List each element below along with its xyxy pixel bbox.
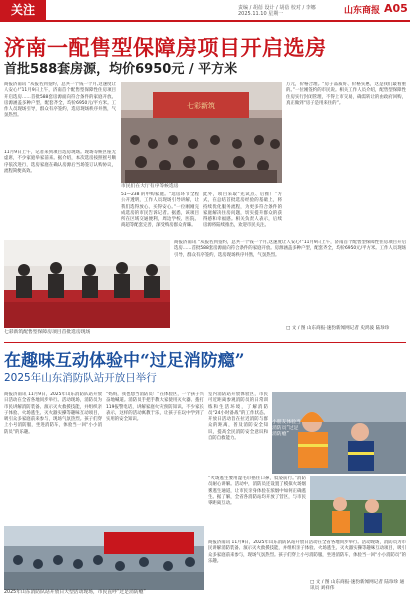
story1-headline: 济南一配售型保障房项目开启选房	[4, 35, 327, 60]
section-tag: 关注	[0, 0, 46, 20]
page-number: A05	[384, 2, 408, 15]
svg-text:七彩新筑: 七彩新筑	[187, 102, 215, 110]
issue-date: 2025.11.10 星期一	[238, 11, 284, 17]
story2-column-5: 商报济南讯 11月9日，2025年山东消防队站开放日活动在全省各地同步举行。活动现场，消防员为市民讲解消防装备、演示灭火救援技能，并组织亲子体验、火场逃生、灭火器实操等趣味互动项目，吸引众多家庭前来参与，现场气氛热烈。孩子们穿上小号消防服，坐进消防车，体验当一回“小小消防员”的乐趣。	[208, 540, 406, 564]
story2-photo-event	[4, 526, 204, 590]
newspaper-brand: 山东商报	[344, 6, 381, 16]
story1-column-6: 商报济南讯 “从报名到签约，总共一个钱一个月,这速度让人安心!”11月9日上午，济南首个配售型保障性住房项目开启选房……首批588套房源面向符合条件的家庭开放。房源涵盖多种户型，配套齐全，均价6950元/平方米。工作人员现场引导，群众有序签约，选房现场秩序井然，气氛热烈。	[174, 240, 406, 258]
story1-photo-signing-caption: 七彩新筑配售型保障房项目首批选房现场	[4, 330, 91, 335]
story1-photo-hall-caption: 市民们在大厅有序等候选房	[121, 184, 179, 189]
story1-column-4: 此外，项目采取“先试点、后推广”方式，在总结首批选房经验的基础上，将持续优化服务流程，为更多符合条件的家庭解决住房问题，切实提升群众的获得感和幸福感。相关负责人表示，后续房源将陆续推出，欢迎市民关注。	[203, 192, 282, 229]
story2-byline: □ 文 / 图 山东商报·速豹新闻网记者 陆珍珍 通讯员 刘祥伟	[310, 580, 405, 591]
story2-subhead: 2025年山东消防队站开放日举行	[4, 372, 157, 384]
story1-column-3: 51—238 的申购家庭。“选房环节全程公开透明，工作人员现场引导讲解，让我们选得放心、买得安心。”一位刚刚完成选房的市民告诉记者。据悉，该项目所在区域交通便利，周边学校、医院、商超等配套完善，深受购房群众青睐。	[121, 192, 199, 229]
story2-photo-kids	[310, 476, 406, 536]
story2-column-4: “火场逃生要用湿毛巾捂住口鼻，低姿前行。”消防员耐心讲解。活动中，消防员还设置了模拟火场烟雾逃生通道，让市民亲身体验在浓烟中如何正确逃生。据了解，全省各消防站均开放了营区，与市民零距离互动。	[208, 476, 306, 507]
story2-column-3: 室内消防站开放体验区，市民可近距离参观消防员的日常训练和生活环境，了解消防员“24小时备战”的工作状态。开放日活动旨在拉近消防与群众的距离，普及消防安全知识，提高全民消防安全意识和自防自救能力。	[208, 392, 268, 442]
story1-column-1: 商报济南讯 “从报名到签约，总共一个钱一个月,这速度让人安心!”11月9日上午，济南首个配售型保障性住房项目开启选房……首批588套房源面向符合条件的家庭开放。房源涵盖多种户型，配套齐全，均价6950元/平方米。工作人员现场引导，群众有序签约，选房现场秩序井然，气氛热烈。	[4, 82, 116, 119]
story2-column-1: 商报济南讯 11月9日，2025年山东消防队站开放日活动在全省各地同步举行。活动现场，消防员为市民讲解消防装备、演示灭火救援技能，并组织亲子体验、火场逃生、灭火器实操等趣味互动项目，吸引众多家庭前来参与，现场气氛热烈。孩子们穿上小号消防服，坐进消防车，体验当一回“小小消防员”的乐趣。	[4, 392, 102, 435]
page-header	[0, 0, 410, 22]
section-divider	[4, 342, 406, 343]
story1-photo-hall	[121, 82, 282, 183]
editor-meta: 责编 / 胡蓓 设计 / 胡蓓 校对 / 李娜	[238, 5, 316, 11]
story1-photo-signing	[4, 240, 170, 328]
story1-byline: □ 文 / 图 山东商报·速豹新闻网记者 史鸿波 陆珍珍	[286, 326, 390, 331]
story1-subhead: 首批588套房源，均价6950元 / 平方米	[4, 62, 238, 77]
story2-headline: 在趣味互动体验中“过足消防瘾”	[4, 351, 245, 371]
story1-column-5: 万元，价格合理。“房子品质好、价格实惠，这是我们最看重的。”一位刚签约的市民说。相关工作人员介绍，配售型保障性住房实行封闭管理，不得上市交易，确需转让的由政府回购，真正做到“房子是用来住的”。	[286, 82, 406, 106]
story2-photo-firefighter-caption: 小朋友体验当消防员“过足消防瘾”	[272, 420, 301, 437]
story1-column-2: 11月9日上午，记者来到项目选房现场。现场等候区座无虚席，不少家庭举家前来。据介绍，本次选房按照摇号顺序依次进行，选房家庭在确认房源后当场签订认购协议，流程简便高效。	[4, 150, 116, 174]
story2-photo-event-caption: 2025年山东消防队站开放日大型活动现场，市民直呼“过足消防瘾”	[4, 590, 146, 595]
story2-column-2: “妈妈，我也想当消防员！”在体验区，一个孩子兴奋地喊道。消防员手把手教大家使用灭火器、拨打119报警电话，讲解家庭火灾预防知识。不少家长表示，这样的活动寓教于乐，让孩子在玩中学到了实用的安全知识。	[106, 392, 204, 423]
